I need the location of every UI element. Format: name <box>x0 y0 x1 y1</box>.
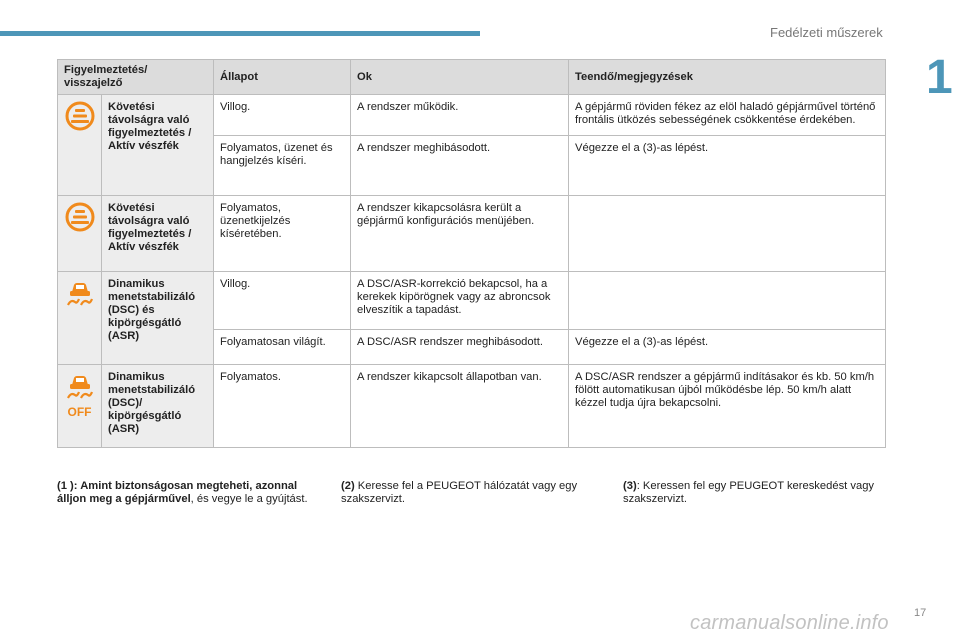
footnote-2 <box>341 480 606 506</box>
footnote-3 <box>623 480 888 506</box>
column-header-indicator: Figyelmeztetés/ visszajelző <box>58 60 214 95</box>
footnote-3-text: : Keressen fel egy PEUGEOT kereskedést vagy szakszervizt. <box>623 480 875 505</box>
action-cell: Végezze el a (3)-as lépést. <box>569 330 886 365</box>
column-header-cause: Ok <box>351 60 569 95</box>
watermark: carmanualsonline.info <box>690 612 889 634</box>
state-cell: Folyamatosan világít. <box>214 330 351 365</box>
cause-cell: A rendszer meghibásodott. <box>351 136 569 196</box>
footnote-1 <box>57 480 322 506</box>
table-row <box>58 365 886 448</box>
indicator-name: Követési távolságra való figyelmeztetés / Aktív vészfék <box>102 95 214 196</box>
section-title: Fedélzeti műszerek <box>770 25 883 40</box>
header-accent-bar <box>0 31 480 36</box>
collision-warning-icon <box>65 101 95 131</box>
indicator-icon-cell <box>58 365 102 448</box>
warning-table <box>57 59 886 448</box>
footnote-1-prefix: (1 ): <box>57 480 81 492</box>
action-cell: Végezze el a (3)-as lépést. <box>569 136 886 196</box>
state-cell: Villog. <box>214 95 351 136</box>
action-cell <box>569 272 886 330</box>
state-cell: Folyamatos. <box>214 365 351 448</box>
table-row <box>58 272 886 330</box>
skid-car-icon <box>65 278 95 308</box>
cause-cell: A rendszer kikapcsolásra került a gépjármű konfigurációs menüjében. <box>351 196 569 272</box>
cause-cell: A DSC/ASR-korrekció bekapcsol, ha a kerekek kipörögnek vagy az abroncsok elveszítik a tapadást. <box>351 272 569 330</box>
footnote-1-bold: Amint biztonságosan megteheti, azonnal álljon meg a gépjárművel <box>57 480 298 505</box>
skid-car-off-icon <box>65 371 95 401</box>
footnote-1-suffix: , és vegye le a gyújtást. <box>190 493 308 505</box>
footnote-3-prefix: (3) <box>623 480 637 492</box>
column-header-state: Állapot <box>214 60 351 95</box>
indicator-name: Követési távolságra való figyelmeztetés / Aktív vészfék <box>102 196 214 272</box>
chapter-number: 1 <box>926 51 953 104</box>
state-cell: Folyamatos, üzenetkijelzés kíséretében. <box>214 196 351 272</box>
cause-cell: A rendszer működik. <box>351 95 569 136</box>
indicator-icon-cell <box>58 196 102 272</box>
off-label: OFF <box>67 405 92 419</box>
indicator-name: Dinamikus menetstabilizáló (DSC) és kipörgésgátló (ASR) <box>102 272 214 365</box>
action-cell <box>569 196 886 272</box>
action-cell: A DSC/ASR rendszer a gépjármű indításakor és kb. 50 km/h fölött automatikusan újból működésbe lép. 50 km/h alatt kézzel tudja újra bekapcsolni. <box>569 365 886 448</box>
table-header-row <box>58 60 886 95</box>
state-cell: Villog. <box>214 272 351 330</box>
column-header-action: Teendő/megjegyzések <box>569 60 886 95</box>
action-cell: A gépjármű röviden fékez az elöl haladó gépjárművel történő frontális ütközés sebességének csökkentése érdekében. <box>569 95 886 136</box>
state-cell: Folyamatos, üzenet és hangjelzés kíséri. <box>214 136 351 196</box>
indicator-icon-cell <box>58 95 102 196</box>
footnote-2-prefix: (2) <box>341 480 358 492</box>
indicator-name: Dinamikus menetstabilizáló (DSC)/ kipörgésgátló (ASR) <box>102 365 214 448</box>
indicator-icon-cell <box>58 272 102 365</box>
collision-warning-icon <box>65 202 95 232</box>
cause-cell: A rendszer kikapcsolt állapotban van. <box>351 365 569 448</box>
page-number: 17 <box>914 607 927 619</box>
cause-cell: A DSC/ASR rendszer meghibásodott. <box>351 330 569 365</box>
footnote-2-text: Keresse fel a PEUGEOT hálózatát vagy egy szakszervizt. <box>341 480 578 505</box>
table-row <box>58 95 886 136</box>
table-row <box>58 196 886 272</box>
